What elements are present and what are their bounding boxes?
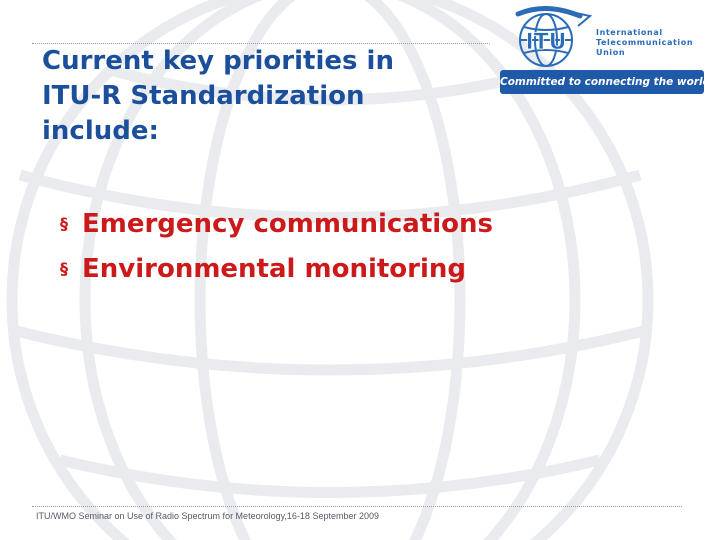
organization-name [596, 28, 693, 58]
bullet-marker-icon: § [60, 259, 68, 278]
bullet-text: Emergency communications [82, 209, 494, 239]
organization-name-line: Union [596, 48, 626, 57]
bullet-marker-icon: § [60, 214, 68, 233]
itu-logo [496, 2, 710, 94]
title-line: ITU-R Standardization [42, 81, 365, 111]
organization-name-line: Telecommunication [596, 38, 694, 47]
footer-text: ITU/WMO Seminar on Use of Radio Spectrum for Meteorology,16-18 September 2009 [36, 511, 379, 521]
tagline-text: Committed to connecting the world [500, 76, 711, 88]
bullet-item [60, 248, 493, 293]
bullet-text: Environmental monitoring [82, 254, 467, 284]
tagline-banner [500, 70, 711, 94]
title-line: include: [42, 116, 159, 146]
bullet-item [60, 203, 493, 248]
bullet-list [60, 203, 493, 293]
footer-divider [32, 506, 682, 507]
itu-emblem-icon [496, 2, 596, 72]
organization-name-line: International [596, 28, 663, 37]
emblem-text: ITU [525, 30, 567, 55]
title-line: Current key priorities in [42, 46, 394, 76]
slide-title [42, 44, 482, 149]
